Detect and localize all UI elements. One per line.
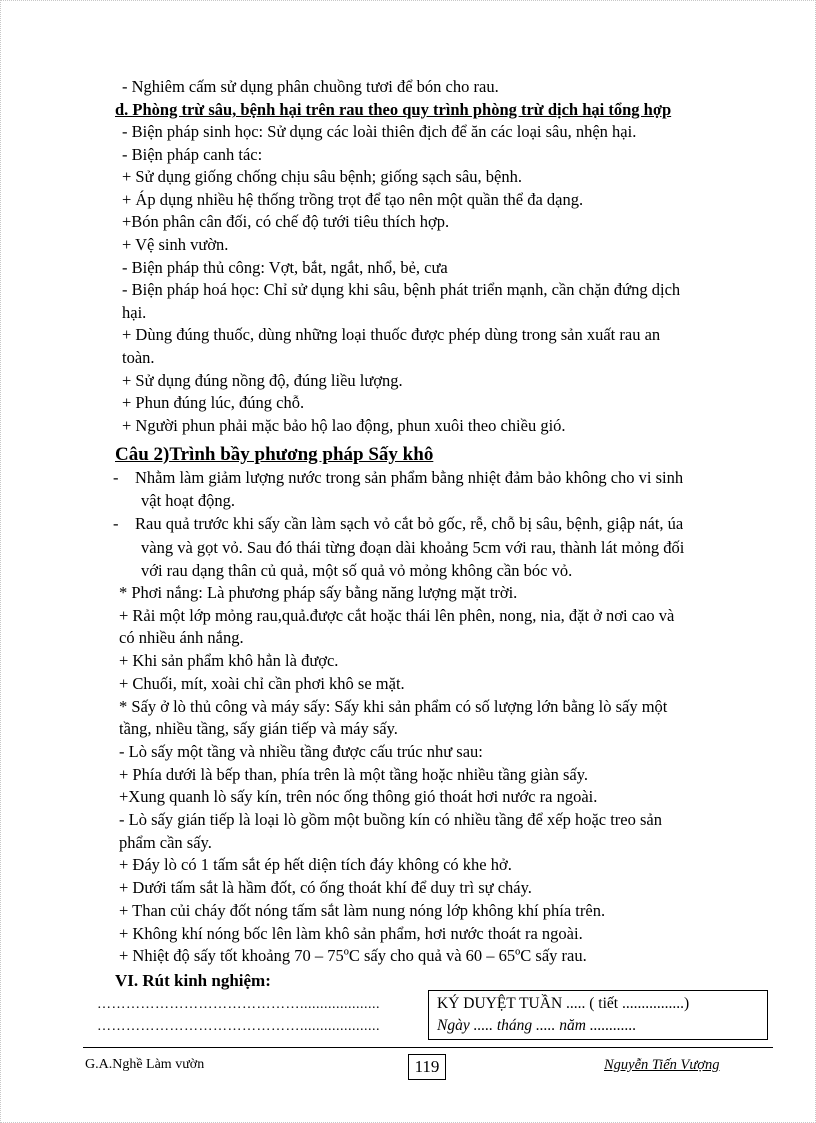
text-line: hại. — [122, 302, 147, 322]
bullet-dash: - — [113, 468, 119, 487]
bullet-line: vật hoạt động. — [141, 491, 235, 511]
bullet-line: với rau dạng thân củ quả, một số quả vỏ mỏng không cần bóc vỏ. — [141, 560, 573, 580]
text-line: + Dưới tấm sắt là hầm đốt, có ống thoát khí để duy trì sự cháy. — [119, 878, 532, 898]
text-line: - Lò sấy gián tiếp là loại lò gồm một buồng kín có nhiều tầng để xếp hoặc treo sản — [119, 810, 662, 829]
dotted-line-2: …………………………………….................... — [97, 1019, 380, 1034]
text-line: + Rải một lớp mỏng rau,quả.được cắt hoặc thái lên phên, nong, nia, đặt ở nơi cao và — [119, 605, 675, 625]
text-line: có nhiều ánh nắng. — [119, 628, 244, 648]
text-line: phẩm cần sấy. — [119, 832, 212, 852]
text-line: + Than củi cháy đốt nóng tấm sắt làm nung nóng lớp không khí phía trên. — [119, 900, 606, 920]
page-number: 119 — [408, 1054, 446, 1080]
approval-line-1: KÝ DUYỆT TUẦN ..... ( tiết ................) — [437, 995, 690, 1012]
bullet-dash: - — [113, 514, 119, 534]
bullet-line — [113, 514, 683, 534]
text-line: + Khi sản phẩm khô hẳn là được. — [119, 651, 339, 671]
text-line: toàn. — [122, 348, 155, 367]
text-line: * Phơi nắng: Là phương pháp sấy bằng năng lượng mặt trời. — [119, 583, 518, 602]
bullet-text: Rau quả trước khi sấy cần làm sạch vỏ cắt bỏ gốc, rễ, chỗ bị sâu, bệnh, giập nát, úa — [135, 514, 684, 534]
bullet-text: Nhằm làm giảm lượng nước trong sản phẩm bằng nhiệt đảm bảo không cho vi sinh — [135, 468, 684, 487]
bullet-line — [113, 468, 683, 488]
text-line: + Áp dụng nhiều hệ thống trồng trọt để tạo nên một quần thể đa dạng. — [122, 189, 584, 209]
text-line: - Biện pháp sinh học: Sử dụng các loài thiên địch để ăn các loại sâu, nhện hại. — [122, 122, 637, 141]
text-line: * Sấy ở lò thủ công và máy sấy: Sấy khi sản phẩm có số lượng lớn bằng lò sấy một — [119, 696, 668, 716]
section-d-heading: d. Phòng trừ sâu, bệnh hại trên rau theo quy trình phòng trừ dịch hại tổng hợp — [115, 100, 672, 119]
footer-subject: G.A.Nghề Làm vườn — [85, 1057, 205, 1072]
text-line: + Sử dụng đúng nồng độ, đúng liều lượng. — [122, 370, 403, 390]
question-2-heading: Câu 2)Trình bầy phương pháp Sấy khô — [115, 444, 434, 465]
approval-box — [428, 990, 768, 1040]
text-line: +Bón phân cân đối, có chế độ tưới tiêu thích hợp. — [122, 212, 450, 232]
footer-rule — [83, 1047, 773, 1048]
text-line: +Xung quanh lò sấy kín, trên nóc ống thông gió thoát hơi nước ra ngoài. — [119, 787, 598, 807]
text-line: + Chuối, mít, xoài chỉ cần phơi khô se mặt. — [119, 673, 405, 693]
text-line: + Dùng đúng thuốc, dùng những loại thuốc được phép dùng trong sản xuất rau an — [122, 325, 661, 345]
text-line: + Phía dưới là bếp than, phía trên là một tầng hoặc nhiều tầng giàn sấy. — [119, 764, 588, 784]
text-line: - Biện pháp thủ công: Vợt, bắt, ngắt, nhổ, bẻ, cưa — [122, 257, 448, 277]
approval-line-2: Ngày ..... tháng ..... năm ............ — [437, 1017, 637, 1034]
text-line: - Nghiêm cấm sử dụng phân chuồng tươi để bón cho rau. — [122, 77, 499, 96]
text-line: - Lò sấy một tầng và nhiều tầng được cấu trúc như sau: — [119, 741, 483, 761]
text-line: + Đáy lò có 1 tấm sắt ép hết diện tích đáy không có khe hở. — [119, 855, 512, 875]
dotted-line-1: …………………………………….................... — [97, 997, 380, 1012]
section-vi-heading: VI. Rút kinh nghiệm: — [115, 971, 271, 990]
text-line: - Biện pháp canh tác: — [122, 144, 263, 164]
bullet-line: vàng và gọt vỏ. Sau đó thái từng đoạn dài khoảng 5cm với rau, thành lát mỏng đối — [141, 537, 685, 557]
text-line: + Phun đúng lúc, đúng chỗ. — [122, 393, 305, 413]
text-line: + Vệ sinh vườn. — [122, 235, 229, 254]
text-line: + Người phun phải mặc bảo hộ lao động, phun xuôi theo chiều gió. — [122, 415, 566, 435]
text-line: - Biện pháp hoá học: Chỉ sử dụng khi sâu, bệnh phát triển mạnh, cần chặn đứng dịch — [122, 280, 681, 300]
footer-author: Nguyễn Tiến Vượng — [604, 1057, 720, 1073]
text-line: + Nhiệt độ sấy tốt khoảng 70 – 75ºC sấy cho quả và 60 – 65ºC sấy rau. — [119, 946, 587, 966]
text-line: + Sử dụng giống chống chịu sâu bệnh; giống sạch sâu, bệnh. — [122, 167, 522, 187]
text-line: tầng, nhiều tầng, sấy gián tiếp và máy sấy. — [119, 719, 398, 739]
text-line: + Không khí nóng bốc lên làm khô sản phẩm, hơi nước thoát ra ngoài. — [119, 923, 583, 943]
